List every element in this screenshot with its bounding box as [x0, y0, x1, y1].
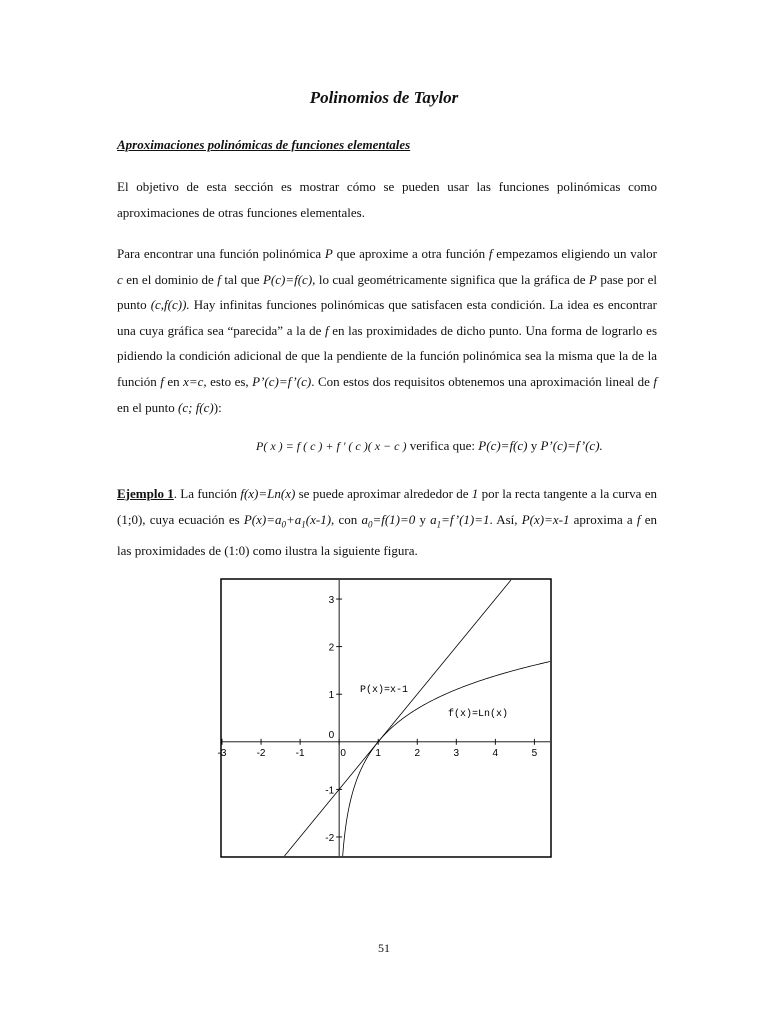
- method-text: Para encontrar una función polinómica P que aproxime a otra función f empezamos eligiendo un valor c en el dominio de f tal que P(c)=f(c), lo cual geométricamente significa que la gráfica de P pase por el punto (c,f(c)). Hay infinitas funciones polinómicas que satisfacen esta condición. La idea es encontrar una cuya gráfica sea “parecida” a la de f en las proximidades de dicho punto. Una forma de lograrlo es pidiendo la condición adicional de que la pendiente de la función polinómica sea la misma que la de la función f en x=c, esto es, P’(c)=f’(c). Con estos dos requisitos obtenemos una aproximación lineal de f en el punto (c; f(c)):: [117, 246, 658, 415]
- x-tick-label: 0: [340, 747, 346, 759]
- y-tick-label: 2: [328, 642, 335, 654]
- method-paragraph: [117, 241, 657, 420]
- y-tick-label: 0: [328, 729, 335, 741]
- series-label-tangent: P(x)=x-1: [360, 685, 409, 696]
- x-tick-label: -1: [295, 747, 305, 759]
- x-tick-label: 3: [453, 747, 460, 759]
- x-tick-label: 4: [492, 747, 499, 759]
- x-tick-label: -2: [256, 747, 266, 759]
- example-label: Ejemplo 1: [117, 486, 174, 501]
- intro-text: El objetivo de esta sección es mostrar cómo se pueden usar las funciones polinómicas como aproximaciones de otras funciones elementales.: [117, 179, 657, 220]
- x-tick-label: -3: [217, 747, 227, 759]
- y-tick-label: -1: [325, 785, 335, 797]
- formula-condition-2: P’(c)=f’(c).: [540, 438, 603, 453]
- y-tick-label: 3: [328, 595, 335, 607]
- y-tick-label: 1: [328, 690, 335, 702]
- intro-paragraph: [117, 174, 657, 225]
- section-heading: Aproximaciones polinómicas de funciones elementales: [117, 137, 411, 152]
- tangent-line-figure: [217, 578, 552, 858]
- x-tick-label: 2: [414, 747, 421, 759]
- taylor-formula: P( x ) = f ( c ) + f ' ( c )( x − c ) verifica que: P(c)=f(c) y P’(c)=f’(c).: [256, 438, 603, 453]
- y-tick-label: -2: [325, 832, 335, 844]
- series-label-ln: f(x)=Ln(x): [448, 709, 509, 720]
- formula-text: verifica que:: [406, 438, 479, 453]
- formula-condition-1: P(c)=f(c): [478, 438, 528, 453]
- page-number: 51: [378, 941, 390, 955]
- x-tick-label: 1: [375, 747, 381, 759]
- x-tick-label: 5: [531, 747, 538, 759]
- example-paragraph: [117, 481, 657, 563]
- page-title: Polinomios de Taylor: [309, 88, 459, 107]
- formula-expression: P( x ) = f ( c ) + f ' ( c )( x − c ): [256, 439, 407, 453]
- example-text: Ejemplo 1. La función f(x)=Ln(x) se puede aproximar alrededor de 1 por la recta tangente a la curva en (1;0), cuya ecuación es $P(x)=a_0+a_1(x-1)$, con $a_0=f(1)=0$ y $a_1=f’(1)=1$. Así, P(x)=x-1 aproxima a f en las proximidades de (1:0) como ilustra la siguiente figura.: [117, 486, 657, 558]
